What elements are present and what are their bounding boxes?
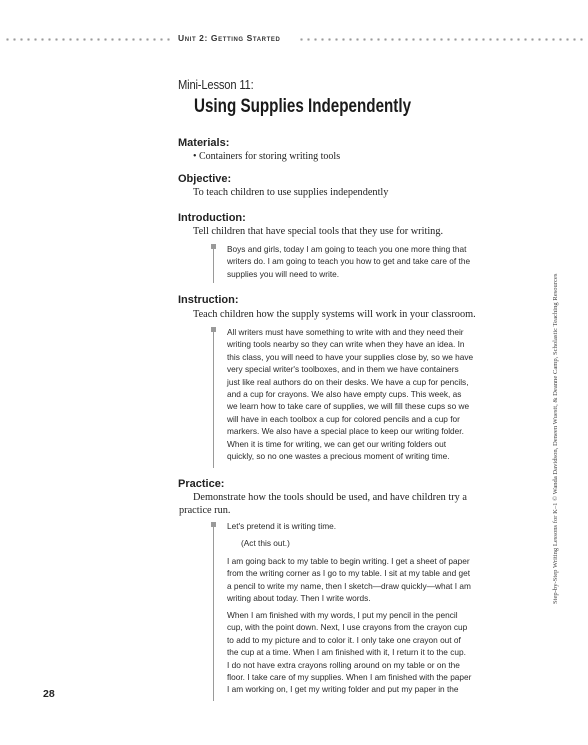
instruction-script: All writers must have something to write with and they need their writing tools nearby so they can write when they have an idea. In this class, you will need to have your supplies close by, so we have very special writer's toolboxes, and in them we have containers just like real authors do on their desks. We have a cup for pencils, and a cup for crayons. We also have empty cups. This week, as we learn how to take care of supplies, we will fill these cups so we will have in each toolbox a cup for colored pencils and a cup for markers. We also have a special place to keep our writing folder. When it is time for writing, we can get our writing folders out quickly, so no one wastes a precious moment of writing time. <box>227 327 474 462</box>
materials-item: • Containers for storing writing tools <box>193 151 341 162</box>
unit-header <box>0 30 588 48</box>
header-dot-rule-right <box>298 38 584 41</box>
header-dot-rule-left <box>4 38 170 41</box>
materials-heading: Materials: <box>178 137 230 149</box>
introduction-text: Tell children that have special tools that they use for writing. <box>193 226 444 237</box>
page-number: 28 <box>43 688 55 700</box>
practice-text-line2: practice run. <box>179 505 231 516</box>
practice-script-para1: I am going back to my table to begin writing. I get a sheet of paper from the writing corner as I go to my table. I sit at my table and get a pencil to write my name, then I sketch—draw quickly—what I am writing about today. Then I write words. <box>227 556 471 604</box>
side-credit: Step-by-Step Writing Lessons for K–1 © Wanda Davidson, Deneen Wuestt, & Deanne Camp, Scholastic Teaching Resources <box>552 273 559 604</box>
practice-heading: Practice: <box>178 478 225 490</box>
script-rule <box>213 332 214 468</box>
instruction-heading: Instruction: <box>178 294 239 306</box>
lesson-title: Using Supplies Independently <box>194 96 412 117</box>
objective-heading: Objective: <box>178 173 232 185</box>
instruction-text: Teach children how the supply systems will work in your classroom. <box>193 309 476 320</box>
practice-text-line1: Demonstrate how the tools should be used, and have children try a <box>193 492 467 503</box>
practice-script-line1: Let's pretend it is writing time. <box>227 521 337 531</box>
introduction-script: Boys and girls, today I am going to teach you one more thing that writers do. I am going to teach you how to get and take care of the supplies you will need to write. <box>227 244 471 279</box>
introduction-heading: Introduction: <box>178 212 246 224</box>
script-rule <box>213 249 214 283</box>
practice-script-action: (Act this out.) <box>241 538 290 548</box>
practice-script-para2: When I am finished with my words, I put my pencil in the pencil cup, with the point down. Next, I use crayons from the crayon cup to add to my picture and to color it. I only take one crayon out of the cup at a time. When I am finished with it, I return it to the cup. I do not have extra crayons rolling around on my table or on the floor. I take care of my supplies. When I am finished with the paper I am working on, I get my writing folder and put my paper in the <box>227 610 472 695</box>
lesson-kicker: Mini-Lesson 11: <box>178 77 254 92</box>
objective-text: To teach children to use supplies independently <box>193 187 389 198</box>
script-rule <box>213 527 214 701</box>
unit-title: Unit 2: Getting Started <box>178 33 281 43</box>
